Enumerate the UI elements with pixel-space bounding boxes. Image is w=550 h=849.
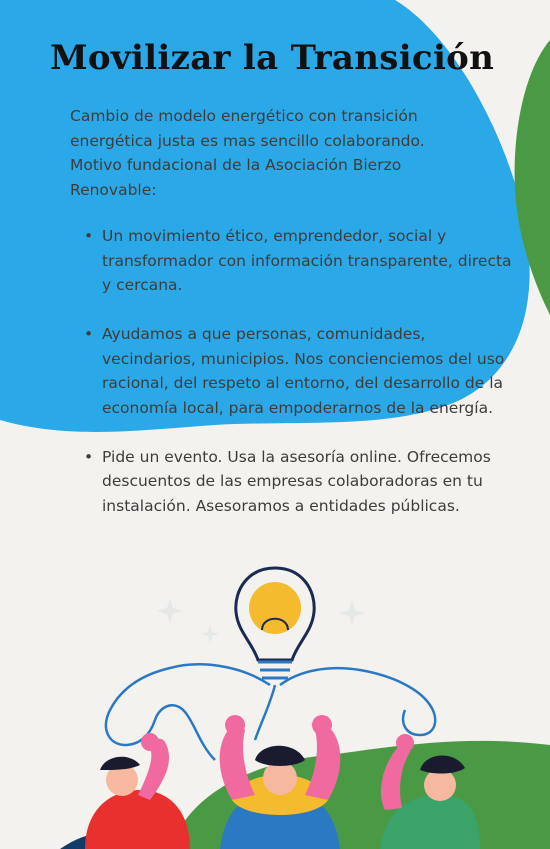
person-right: [380, 734, 480, 849]
page-title: Movilizar la Transición: [50, 38, 495, 78]
people-celebrating-lightbulb-illustration: [0, 560, 550, 849]
wire-line: [106, 664, 270, 760]
bullet-item: • Pide un evento. Usa la asesoría online. Ofrecemos descuentos de las empresas colaboradoras en tu instalación. Asesoramos a entidades públicas.: [102, 445, 522, 519]
lightbulb-icon: [236, 568, 314, 678]
person-left: [85, 733, 190, 849]
bullet-item: • Ayudamos a que personas, comunidades, vecindarios, municipios. Nos concienciemos del uso racional, del respeto al entorno, del desarrollo de la economía local, para empoderarnos de la energía.: [102, 322, 522, 420]
sparkle-icon: [201, 625, 219, 643]
sparkle-icon: [157, 598, 183, 624]
bullet-item: • Un movimiento ético, emprendedor, social y transformador con información transparente, directa y cercana.: [102, 224, 522, 298]
person-middle: [220, 715, 341, 849]
bullet-list: [102, 224, 522, 543]
wire-line: [280, 668, 435, 735]
intro-paragraph: Cambio de modelo energético con transición energética justa es mas sencillo colaborando. Motivo fundacional de la Asociación Bierzo Renovable:: [70, 107, 425, 199]
sparkle-icon: [339, 600, 365, 626]
wire-line: [255, 685, 275, 740]
